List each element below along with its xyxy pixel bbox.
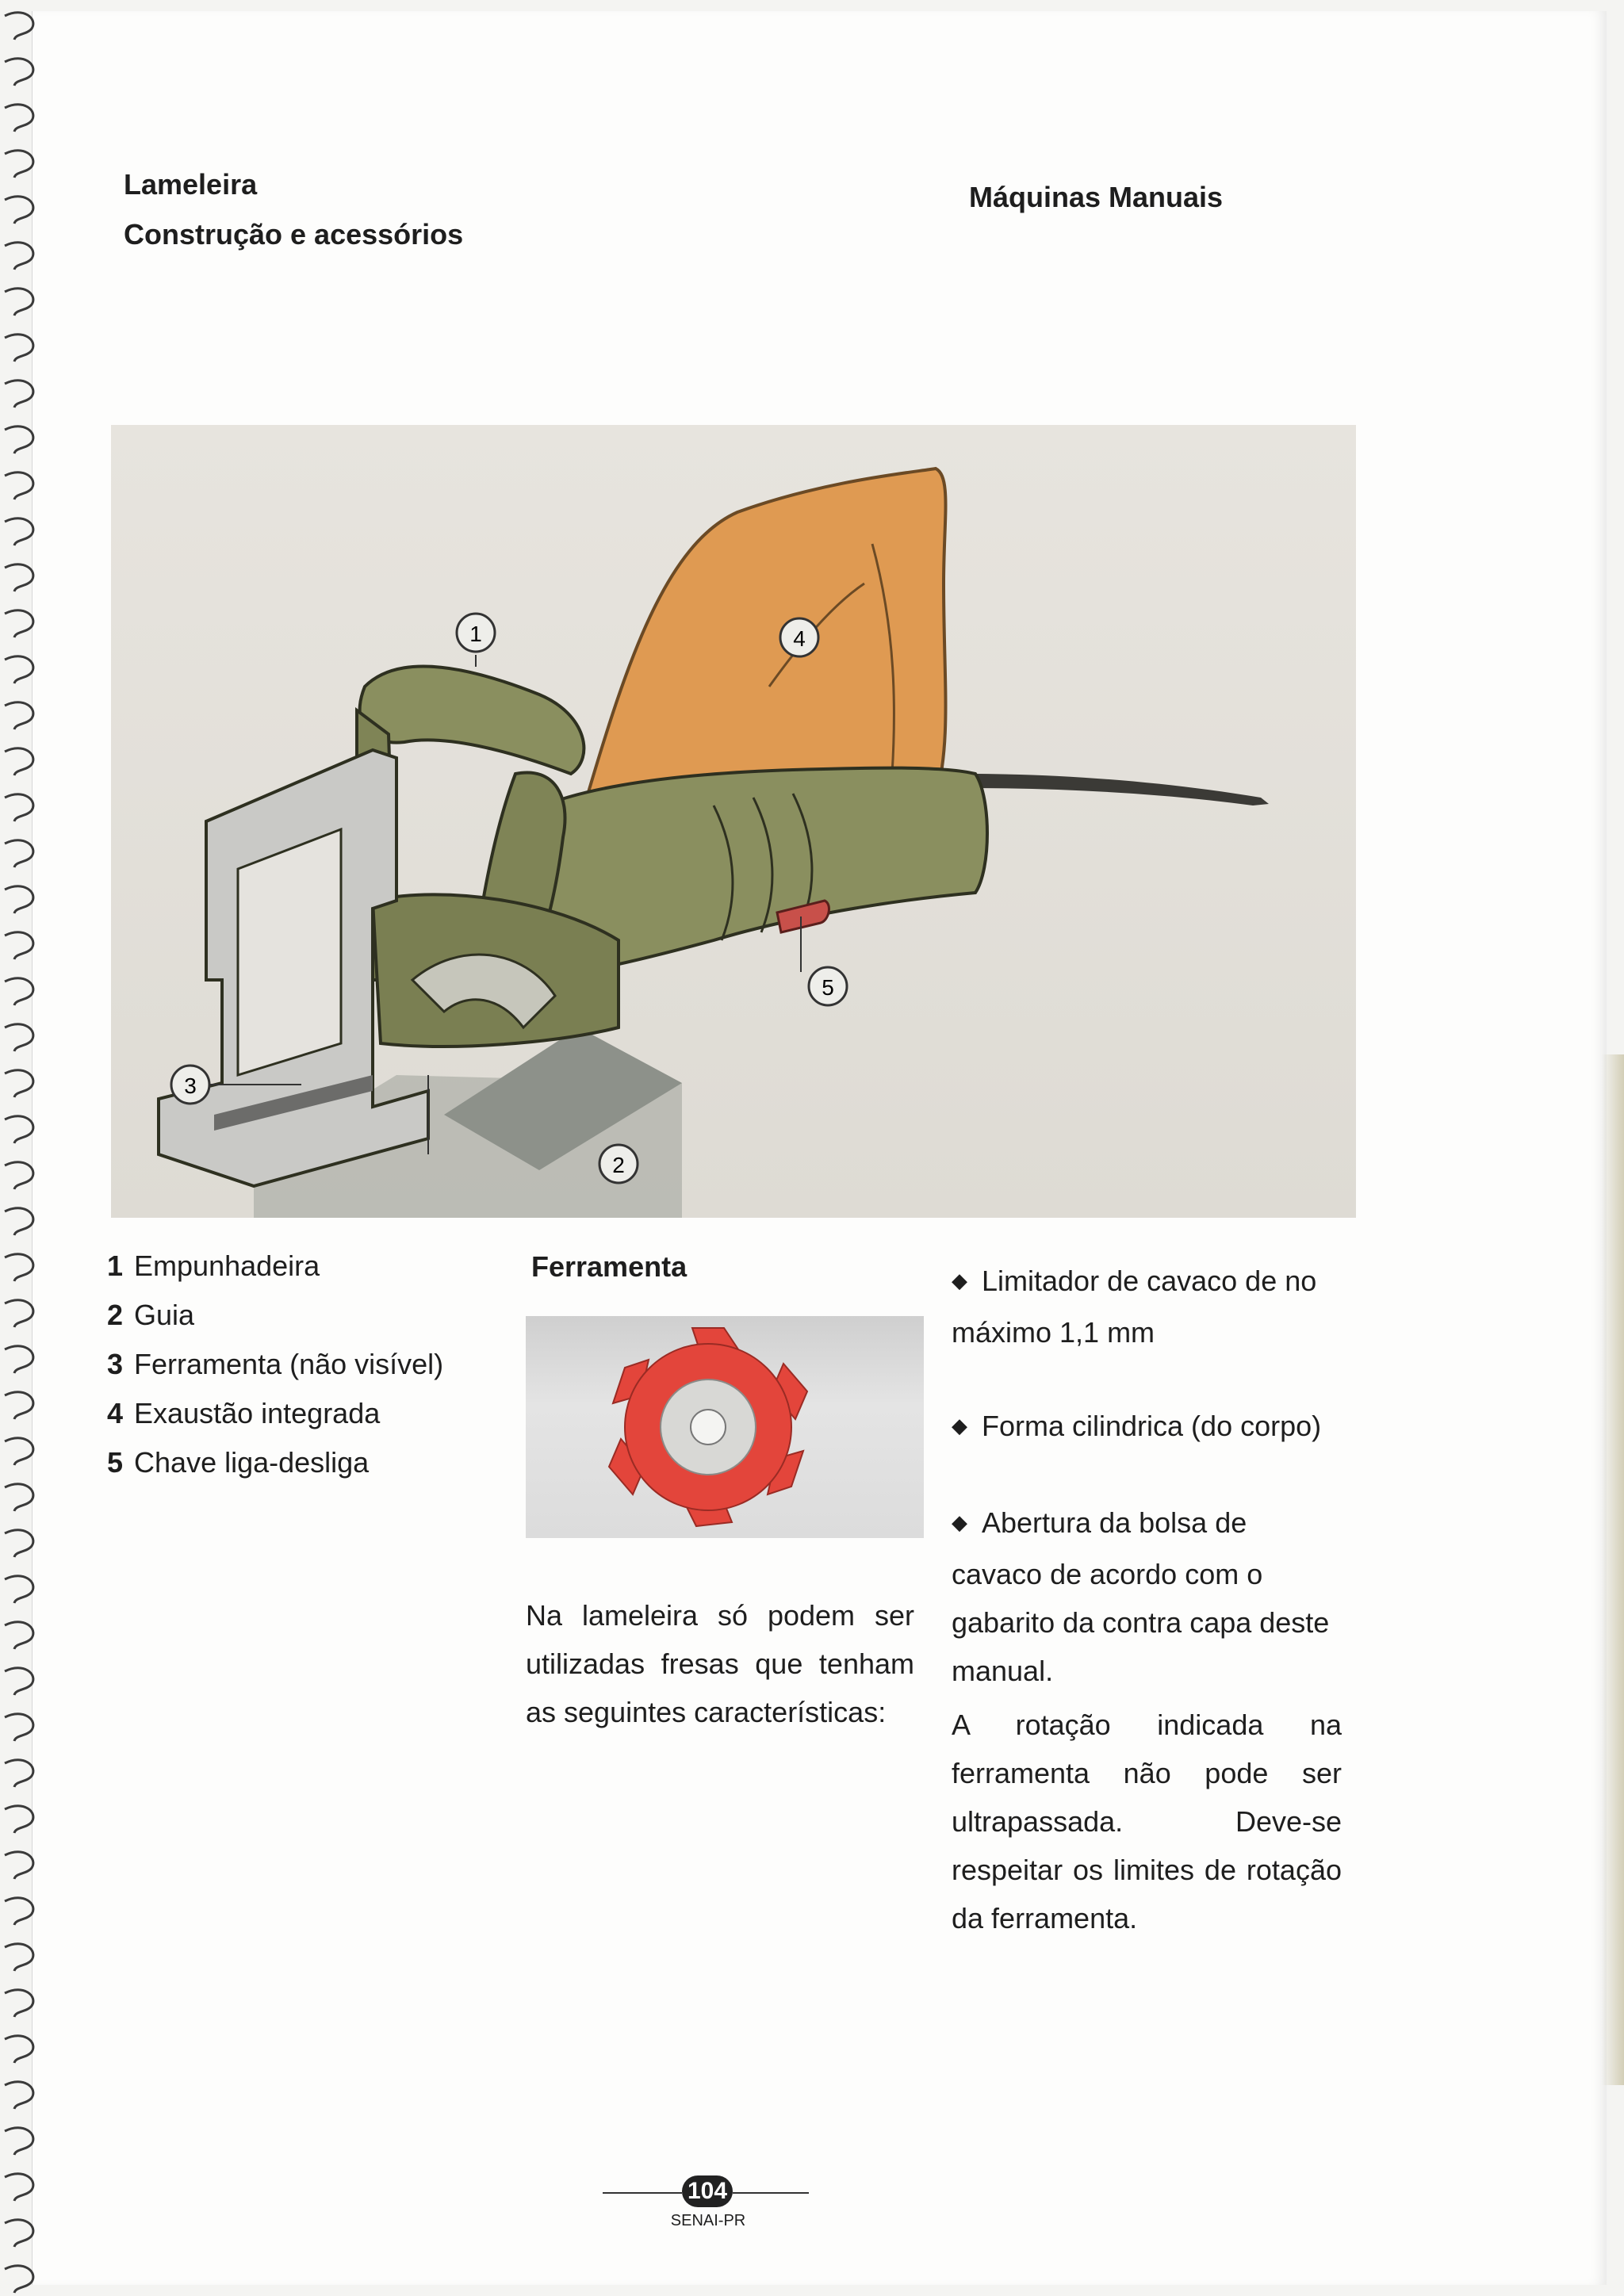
binding-coil bbox=[5, 13, 33, 40]
page-footer bbox=[0, 2171, 1624, 2266]
list-item: 4 Exaustão integrada bbox=[107, 1397, 381, 1429]
list-item: 3 Ferramenta (não visível) bbox=[107, 1348, 444, 1380]
footer-rule bbox=[603, 2192, 682, 2194]
binding-coil bbox=[5, 1530, 33, 1557]
parts-list bbox=[107, 1242, 443, 1487]
binding-coil bbox=[5, 748, 33, 775]
footer-rule bbox=[733, 2192, 809, 2194]
power-cable bbox=[967, 774, 1269, 806]
binding-coil bbox=[5, 656, 33, 683]
bullet-icon: ◆ bbox=[952, 1269, 967, 1292]
binding-coil bbox=[5, 243, 33, 270]
binding-coil bbox=[5, 2082, 33, 2109]
binding-coil bbox=[5, 335, 33, 362]
biscuit-joiner-illustration bbox=[111, 425, 1356, 1218]
binding-coil bbox=[5, 2036, 33, 2063]
cutter-blade-photo bbox=[526, 1316, 924, 1538]
binding-coil bbox=[5, 978, 33, 1005]
binding-coil bbox=[5, 151, 33, 178]
binding-coil bbox=[5, 932, 33, 959]
binding-coil bbox=[5, 840, 33, 867]
binding-coil bbox=[5, 1208, 33, 1235]
bullet-icon: ◆ bbox=[952, 1414, 967, 1437]
section-title: Máquinas Manuais bbox=[969, 181, 1224, 213]
binding-coil bbox=[5, 1576, 33, 1603]
binding-coil bbox=[5, 1162, 33, 1189]
callout-5 bbox=[809, 967, 847, 1005]
page-number: 104 bbox=[682, 2175, 733, 2207]
tool-intro-text: Na lameleira só podem ser utilizadas fresas que tenham as seguintes características: bbox=[526, 1599, 914, 1728]
list-item: 2 Guia bbox=[107, 1299, 195, 1331]
binding-coil bbox=[5, 289, 33, 316]
list-item: ◆ Limitador de cavaco de no máximo 1,1 mm bbox=[952, 1265, 1317, 1349]
binding-coil bbox=[5, 473, 33, 499]
binding-coil bbox=[5, 1806, 33, 1833]
callout-3 bbox=[171, 1066, 209, 1104]
binding-coil bbox=[5, 1024, 33, 1051]
binding-coil bbox=[5, 1300, 33, 1327]
bullet-icon: ◆ bbox=[952, 1510, 967, 1534]
binding-coil bbox=[5, 564, 33, 591]
binding-coil bbox=[5, 427, 33, 453]
binding-coil bbox=[5, 1944, 33, 1971]
page-title: Lameleira bbox=[124, 168, 258, 201]
svg-text:1: 1 bbox=[469, 622, 482, 646]
cutter-bore bbox=[691, 1410, 726, 1445]
svg-text:2: 2 bbox=[612, 1153, 625, 1177]
binding-coil bbox=[5, 794, 33, 821]
binding-coil bbox=[5, 1760, 33, 1787]
binding-coil bbox=[5, 1438, 33, 1465]
list-item: ◆ Forma cilindrica (do corpo) bbox=[952, 1410, 1322, 1442]
svg-text:3: 3 bbox=[184, 1073, 197, 1098]
binding-coil bbox=[5, 1254, 33, 1281]
binding-coil bbox=[5, 886, 33, 913]
binding-coil bbox=[5, 1346, 33, 1373]
page-edge-shadow bbox=[1602, 1054, 1624, 2085]
svg-text:4: 4 bbox=[793, 626, 806, 651]
binding-coil bbox=[5, 1070, 33, 1097]
spiral-binding bbox=[0, 0, 48, 2296]
binding-coil bbox=[5, 1852, 33, 1879]
fence-window bbox=[238, 829, 341, 1075]
svg-text:5: 5 bbox=[822, 975, 834, 1000]
exhaust-bag bbox=[587, 469, 946, 798]
binding-coil bbox=[5, 1392, 33, 1419]
binding-coil bbox=[5, 105, 33, 132]
binding-coil bbox=[5, 381, 33, 408]
binding-coil bbox=[5, 1484, 33, 1511]
binding-coil bbox=[5, 1898, 33, 1925]
binding-coil bbox=[5, 1990, 33, 2017]
footer-organization: SENAI-PR bbox=[670, 2212, 746, 2229]
binding-coil bbox=[5, 1622, 33, 1649]
callout-1 bbox=[457, 614, 495, 652]
page-subtitle: Construção e acessórios bbox=[124, 218, 464, 251]
rotation-note: A rotação indicada na ferramenta não pode ser ultrapassada. Deve-se respeitar os limites de rotação da ferramenta. bbox=[952, 1709, 1342, 1934]
binding-coil bbox=[5, 610, 33, 637]
binding-coil bbox=[5, 197, 33, 224]
binding-coil bbox=[5, 1116, 33, 1143]
callout-4 bbox=[780, 618, 818, 656]
list-item: ◆ Abertura da bolsa de cavaco de acordo com o gabarito da contra capa deste manual. bbox=[952, 1506, 1330, 1687]
binding-coil bbox=[5, 702, 33, 729]
callout-2 bbox=[599, 1145, 638, 1183]
binding-coil bbox=[5, 2266, 33, 2293]
binding-coil bbox=[5, 59, 33, 86]
tool-heading: Ferramenta bbox=[531, 1250, 688, 1283]
list-item: 5 Chave liga-desliga bbox=[107, 1446, 370, 1479]
binding-coil bbox=[5, 2128, 33, 2155]
list-item: 1 Empunhadeira bbox=[107, 1249, 320, 1282]
binding-coil bbox=[5, 1714, 33, 1741]
binding-coil bbox=[5, 519, 33, 545]
binding-coil bbox=[5, 1668, 33, 1695]
